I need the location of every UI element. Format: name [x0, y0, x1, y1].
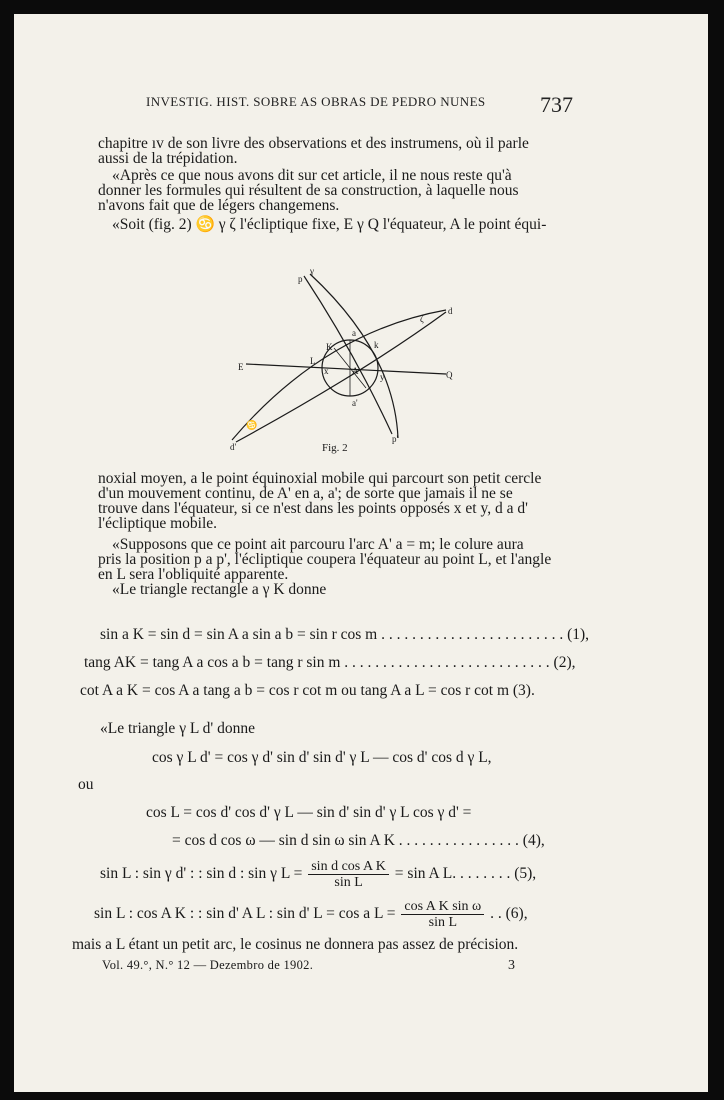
equation-6: [94, 899, 528, 930]
label-cancer: ♋: [246, 420, 258, 430]
paragraph-4: [98, 471, 558, 531]
paragraph-7: «Le triangle γ L d' donne: [100, 720, 255, 737]
eq6-numerator: cos A K sin ω: [401, 899, 484, 915]
eq6-denominator: sin L: [428, 915, 458, 930]
label-p: p: [298, 274, 303, 284]
text-line: aussi de la trépidation.: [98, 150, 238, 167]
page: [14, 14, 708, 1092]
label-A: A: [352, 366, 359, 376]
text-line: «Soit (fig. 2) ♋ γ ζ l'écliptique fixe, E γ Q l'équateur, A le point équi-: [112, 216, 547, 233]
paragraph-2: [98, 168, 558, 213]
equation-cos-L: cos L = cos d' cos d' γ L — sin d' sin d' γ L cos γ d' =: [146, 804, 472, 821]
fixed-ecliptic: [232, 310, 446, 440]
figure-caption: Fig. 2: [322, 442, 348, 454]
label-d-prime: d': [230, 442, 237, 452]
eq5-denominator: sin L: [334, 875, 363, 890]
equation-1: sin a K = sin d = sin A a sin a b = sin r cos m . . . . . . . . . . . . . . . . . . . . . . . . (1),: [100, 626, 590, 643]
paragraph-5: [98, 537, 558, 582]
colure-line: [304, 276, 392, 434]
equation-4: = cos d cos ω — sin d sin ω sin A K . . . . . . . . . . . . . . . . (4),: [172, 832, 545, 849]
text-line: «Le triangle rectangle a γ K donne: [112, 581, 327, 598]
eq5-numerator: sin d cos A K: [308, 859, 389, 875]
label-a: a: [352, 328, 356, 338]
equation-3: cot A a K = cos A a tang a b = cos r cot m ou tang A a L = cos r cot m (3).: [80, 682, 535, 699]
label-gamma-top: γ: [310, 266, 314, 276]
text-line: donner les formules qui résultent de sa construction, à laquelle nous: [98, 182, 519, 199]
signature-mark: 3: [508, 958, 515, 973]
closing-sentence: mais a L étant un petit arc, le cosinus ne donnera pas assez de précision.: [72, 936, 519, 953]
text-line: pris la position p a p', l'écliptique coupera l'équateur au point L, et l'angle: [98, 551, 552, 568]
equation-5: [100, 859, 536, 890]
label-x: x: [324, 366, 329, 376]
paragraph-3: [98, 217, 558, 232]
issue-footer: Vol. 49.°, N.° 12 — Dezembro de 1902.: [102, 958, 314, 972]
ecliptic-diagram: [214, 252, 454, 452]
equator-line: [246, 364, 446, 374]
label-zeta: ζ: [420, 314, 424, 324]
text-line: d'un mouvement continu, de A' en a, a'; de sorte que jamais il ne se: [98, 485, 513, 502]
text-line: chapitre ıv de son livre des observations et des instrumens, où il parle: [98, 135, 529, 152]
text-line: trouve dans l'équateur, si ce n'est dans les points opposés x et y, d a d': [98, 500, 528, 517]
text-line: n'avons fait que de légers changemens.: [98, 197, 340, 214]
eq6-fraction: [401, 899, 484, 930]
label-L: L: [310, 356, 316, 366]
eq6-left: sin L : cos A K : : sin d' A L : sin d' L = cos a L =: [94, 905, 396, 923]
label-a-prime: a': [352, 398, 358, 408]
label-Q: Q: [446, 370, 453, 380]
label-p-prime: p': [392, 434, 399, 444]
paragraph-6: [98, 582, 558, 597]
word-ou: ou: [78, 776, 94, 793]
label-k: k: [374, 340, 379, 350]
text-line: «Après ce que nous avons dit sur cet article, il ne nous reste qu'à: [112, 167, 512, 184]
figure-2-diagram: [214, 252, 454, 452]
eq5-right: = sin A L. . . . . . . . (5),: [394, 865, 537, 883]
colure-curve: [310, 274, 398, 438]
mobile-ecliptic: [236, 312, 446, 442]
equation-triangle: cos γ L d' = cos γ d' sin d' sin d' γ L — cos d' cos d γ L,: [152, 749, 492, 766]
text-line: l'écliptique mobile.: [98, 515, 218, 532]
page-number: 737: [540, 92, 573, 117]
text-line: noxial moyen, a le point équinoxial mobile qui parcourt son petit cercle: [98, 470, 542, 487]
paragraph-1: [98, 136, 558, 166]
eq5-fraction: [308, 859, 389, 890]
running-header: INVESTIG. HIST. SOBRE AS OBRAS DE PEDRO NUNES: [146, 94, 486, 109]
label-d: d: [448, 306, 453, 316]
text-line: «Supposons que ce point ait parcouru l'arc A' a = m; le colure aura: [112, 536, 524, 553]
label-y: y: [380, 372, 385, 382]
text-line: en L sera l'obliquité apparente.: [98, 566, 289, 583]
eq6-right: . . (6),: [490, 905, 528, 923]
label-K: K: [326, 342, 333, 352]
label-E: E: [238, 362, 244, 372]
eq5-left: sin L : sin γ d' : : sin d : sin γ L =: [100, 865, 303, 883]
equation-2: tang AK = tang A a cos a b = tang r sin m . . . . . . . . . . . . . . . . . . . . . . . . . . . (2),: [84, 654, 576, 671]
